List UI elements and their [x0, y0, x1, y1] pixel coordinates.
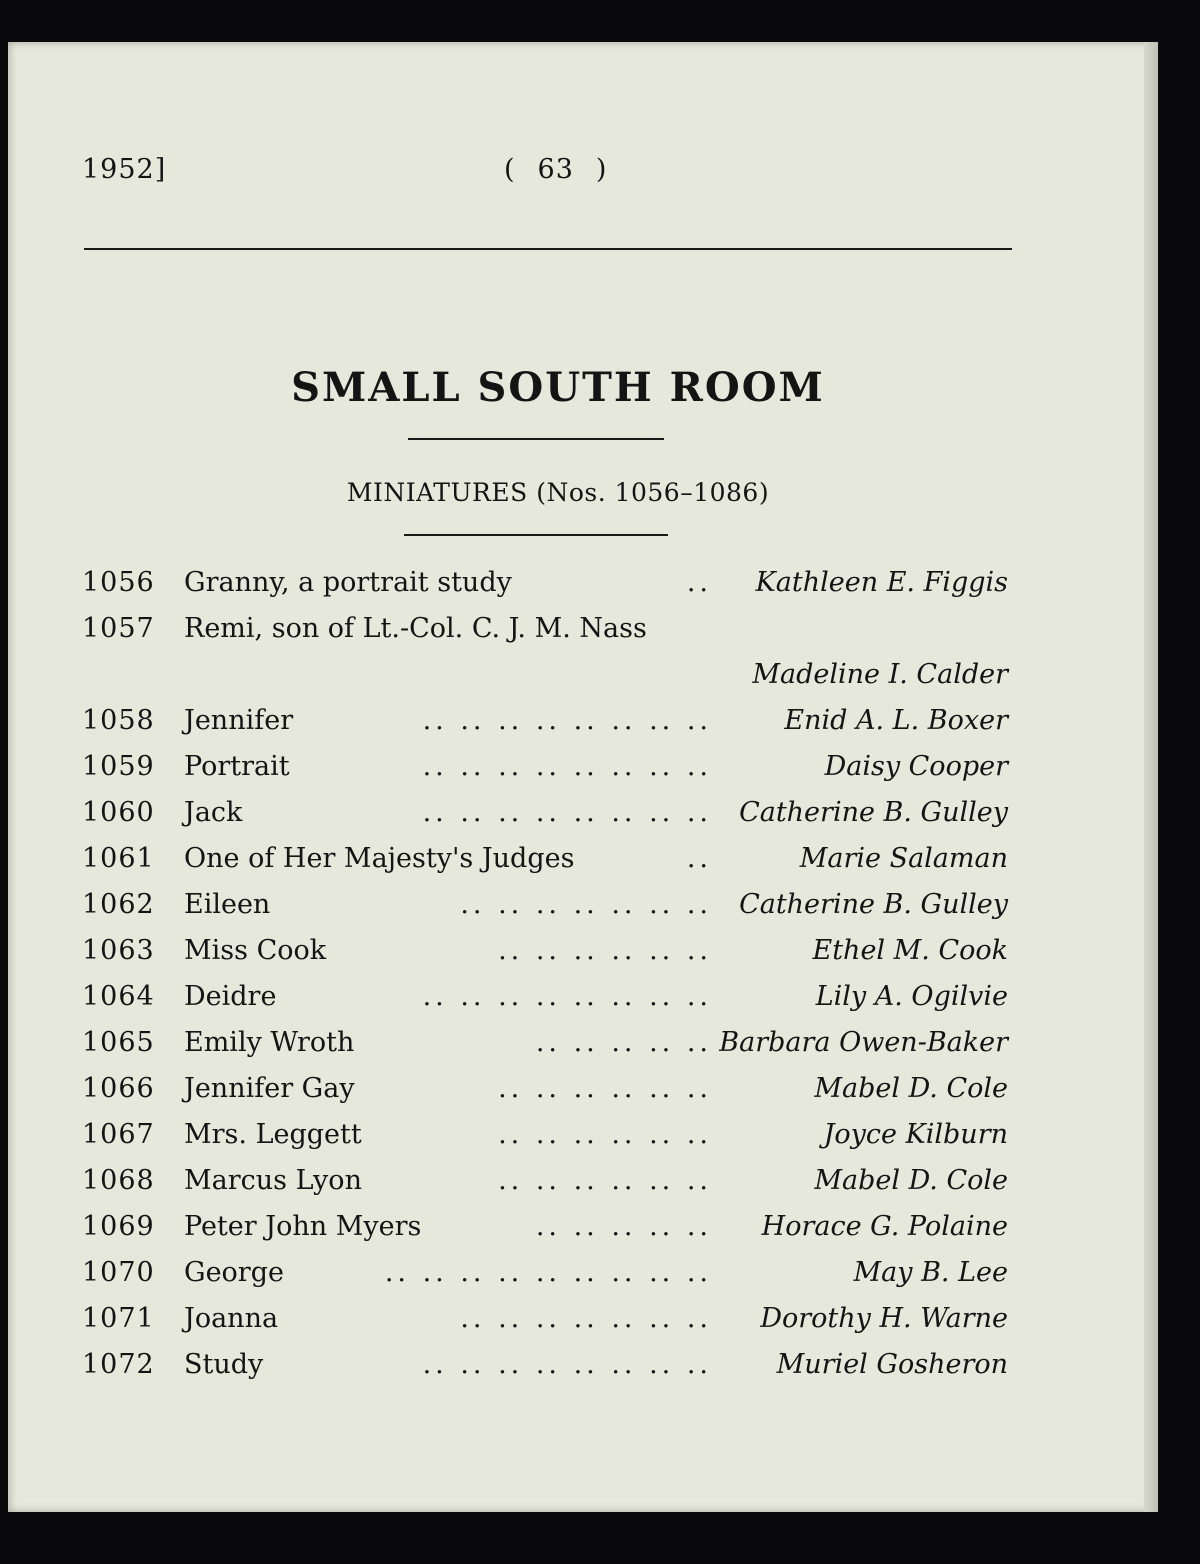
entry-number: 1063	[82, 935, 155, 966]
catalogue-entry	[82, 744, 1012, 790]
catalogue-entry	[82, 836, 1012, 882]
entry-number: 1057	[82, 613, 155, 644]
entry-number: 1068	[82, 1165, 155, 1196]
entry-artist: Enid A. L. Boxer	[784, 705, 1008, 736]
page-number-value: 63	[537, 154, 574, 185]
entry-number: 1069	[82, 1211, 155, 1242]
catalogue-entry	[82, 606, 1012, 698]
entry-number: 1061	[82, 843, 155, 874]
entry-number: 1062	[82, 889, 155, 920]
catalogue-entry	[82, 698, 1012, 744]
dot-leader: ..	[686, 567, 712, 598]
entry-artist: Kathleen E. Figgis	[755, 567, 1008, 598]
entry-artist: Ethel M. Cook	[812, 935, 1008, 966]
entry-number: 1066	[82, 1073, 155, 1104]
catalogue-entry	[82, 1066, 1012, 1112]
entry-number: 1058	[82, 705, 155, 736]
entry-list	[82, 560, 1012, 1388]
entry-artist: May B. Lee	[853, 1257, 1008, 1288]
page-header	[82, 154, 1010, 194]
entry-number: 1064	[82, 981, 155, 1012]
header-rule	[84, 248, 1012, 250]
room-title: SMALL SOUTH ROOM	[291, 364, 825, 411]
dot-leader: .. .. .. .. .. ..	[498, 1073, 712, 1104]
catalogue-entry	[82, 882, 1012, 928]
entry-title: Study	[184, 1349, 264, 1380]
entry-number: 1071	[82, 1303, 155, 1334]
entry-artist: Muriel Gosheron	[776, 1349, 1008, 1380]
entry-number: 1067	[82, 1119, 155, 1150]
entry-artist: Daisy Cooper	[824, 751, 1008, 782]
catalogue-entry	[82, 790, 1012, 836]
entry-title: Joanna	[184, 1303, 279, 1334]
entry-artist: Madeline I. Calder	[752, 659, 1008, 690]
entry-title: Granny, a portrait study	[184, 567, 512, 598]
entry-artist: Lily A. Ogilvie	[815, 981, 1008, 1012]
catalogue-entry	[82, 1158, 1012, 1204]
catalogue-entry	[82, 1296, 1012, 1342]
entry-number: 1065	[82, 1027, 155, 1058]
entry-number: 1059	[82, 751, 155, 782]
entry-artist: Catherine B. Gulley	[739, 797, 1008, 828]
entry-artist: Horace G. Polaine	[761, 1211, 1008, 1242]
page-edge-shadow	[1144, 42, 1158, 1512]
page-number-open-paren: (	[504, 154, 516, 185]
dot-leader: .. .. .. .. .. .. ..	[460, 889, 712, 920]
dot-leader: .. .. .. .. ..	[535, 1027, 712, 1058]
running-head: 1952]	[82, 154, 167, 185]
dot-leader: .. .. .. .. .. ..	[498, 935, 712, 966]
entry-title: Remi, son of Lt.-Col. C. J. M. Nass	[184, 613, 647, 644]
entry-title: Peter John Myers	[184, 1211, 422, 1242]
dot-leader: .. .. .. .. .. .. .. ..	[422, 751, 712, 782]
dot-leader: .. .. .. .. ..	[535, 1211, 712, 1242]
entry-artist: Mabel D. Cole	[814, 1165, 1008, 1196]
catalogue-entry	[82, 560, 1012, 606]
entry-artist: Dorothy H. Warne	[760, 1303, 1008, 1334]
entry-title: Emily Wroth	[184, 1027, 355, 1058]
entry-title: Marcus Lyon	[184, 1165, 362, 1196]
title-rule	[408, 438, 664, 440]
dot-leader: .. .. .. .. .. .. .. ..	[422, 797, 712, 828]
dot-leader: .. .. .. .. .. ..	[498, 1119, 712, 1150]
entry-title: Eileen	[184, 889, 271, 920]
entry-artist: Barbara Owen-Baker	[719, 1027, 1008, 1058]
dot-leader: .. .. .. .. .. .. .. ..	[422, 1349, 712, 1380]
entry-number: 1070	[82, 1257, 155, 1288]
entry-number: 1056	[82, 567, 155, 598]
entry-artist: Mabel D. Cole	[814, 1073, 1008, 1104]
catalogue-entry	[82, 1342, 1012, 1388]
entry-artist: Joyce Kilburn	[823, 1119, 1008, 1150]
dot-leader: .. .. .. .. .. ..	[498, 1165, 712, 1196]
catalogue-entry	[82, 928, 1012, 974]
section-heading: MINIATURES (Nos. 1056–1086)	[346, 478, 770, 507]
section-rule	[404, 534, 668, 536]
dot-leader: .. .. .. .. .. .. .. ..	[422, 981, 712, 1012]
entry-title: Portrait	[184, 751, 290, 782]
page-number	[482, 154, 629, 185]
entry-artist: Catherine B. Gulley	[739, 889, 1008, 920]
entry-number: 1060	[82, 797, 155, 828]
entry-title: Jack	[184, 797, 243, 828]
dot-leader: .. .. .. .. .. .. ..	[460, 1303, 712, 1334]
catalogue-entry	[82, 1112, 1012, 1158]
entry-title: One of Her Majesty's Judges	[184, 843, 575, 874]
entry-title: Jennifer	[184, 705, 294, 736]
entry-number: 1072	[82, 1349, 155, 1380]
entry-title: Mrs. Leggett	[184, 1119, 362, 1150]
entry-artist: Marie Salaman	[799, 843, 1008, 874]
catalogue-page	[8, 42, 1158, 1512]
page-number-close-paren: )	[595, 154, 608, 185]
entry-title: Jennifer Gay	[184, 1073, 355, 1104]
catalogue-entry	[82, 974, 1012, 1020]
catalogue-entry	[82, 1020, 1012, 1066]
catalogue-entry	[82, 1250, 1012, 1296]
entry-title: Deidre	[184, 981, 277, 1012]
entry-title: Miss Cook	[184, 935, 327, 966]
dot-leader: .. .. .. .. .. .. .. ..	[422, 705, 712, 736]
dot-leader: ..	[686, 843, 712, 874]
dot-leader: .. .. .. .. .. .. .. .. ..	[384, 1257, 712, 1288]
entry-title: George	[184, 1257, 284, 1288]
catalogue-entry	[82, 1204, 1012, 1250]
